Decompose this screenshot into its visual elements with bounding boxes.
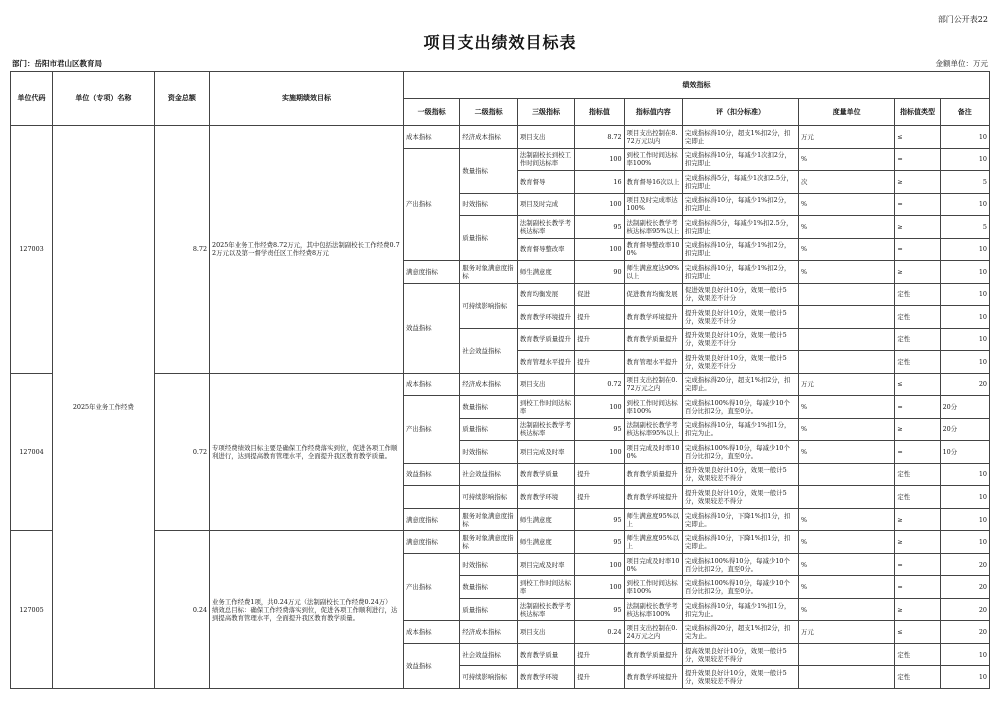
value-type: = bbox=[895, 441, 940, 464]
level3-indicator: 教育督导整改率 bbox=[517, 238, 574, 261]
level3-indicator: 教育教学环境 bbox=[517, 486, 574, 509]
remark: 20 bbox=[940, 373, 989, 396]
measure-unit bbox=[798, 486, 894, 509]
level2-indicator: 服务对象满意度指标 bbox=[460, 531, 517, 554]
scoring-standard: 完成指标得10分，每减少1次扣2分，扣完即止 bbox=[683, 148, 799, 171]
level2-indicator: 质量指标 bbox=[460, 418, 517, 441]
indicator-value: 提升 bbox=[575, 306, 624, 329]
value-type: ≥ bbox=[895, 171, 940, 194]
remark: 10分 bbox=[940, 441, 989, 464]
value-type: ≤ bbox=[895, 373, 940, 396]
indicator-value: 促进 bbox=[575, 283, 624, 306]
table-number: 部门公开表22 bbox=[937, 15, 988, 24]
indicator-value: 95 bbox=[575, 508, 624, 531]
level2-indicator: 质量指标 bbox=[460, 598, 517, 621]
header-remark: 备注 bbox=[940, 99, 989, 126]
table-body bbox=[11, 126, 990, 689]
scoring-standard: 完成指标得10分，每减少1%扣2分，扣完即止 bbox=[683, 261, 799, 284]
measure-unit bbox=[798, 306, 894, 329]
indicator-value: 提升 bbox=[575, 643, 624, 666]
indicator-value: 100 bbox=[575, 396, 624, 419]
remark: 10 bbox=[940, 328, 989, 351]
level2-indicator: 社会效益指标 bbox=[460, 643, 517, 666]
page-title: 项目支出绩效目标表 bbox=[423, 33, 577, 52]
department-label: 部门：岳阳市君山区教育局 bbox=[12, 59, 102, 68]
remark: 10 bbox=[940, 193, 989, 216]
header-level2: 二级指标 bbox=[460, 99, 517, 126]
level2-indicator: 社会效益指标 bbox=[460, 328, 517, 373]
level3-indicator: 教育教学质量 bbox=[517, 463, 574, 486]
level1-indicator: 效益指标 bbox=[403, 643, 459, 688]
value-type: = bbox=[895, 396, 940, 419]
goal-cell: 专项经费绩效目标主要是确保工作经费落实到位，促进各项工作顺利进行，达到提高教育管理水平，全面提升我区教育教学质量。 bbox=[210, 373, 404, 531]
value-type: ≥ bbox=[895, 598, 940, 621]
value-type: ≥ bbox=[895, 216, 940, 239]
measure-unit: % bbox=[798, 216, 894, 239]
level1-indicator: 效益指标 bbox=[403, 463, 459, 486]
value-type: ≥ bbox=[895, 531, 940, 554]
indicator-value: 100 bbox=[575, 441, 624, 464]
header-total-funds: 资金总额 bbox=[154, 72, 209, 126]
indicator-value: 90 bbox=[575, 261, 624, 284]
level2-indicator: 可持续影响指标 bbox=[460, 666, 517, 689]
indicator-content: 项目支出控制在0.72万元之内 bbox=[624, 373, 682, 396]
measure-unit: 万元 bbox=[798, 126, 894, 149]
measure-unit: % bbox=[798, 261, 894, 284]
scoring-standard: 提高效果良好计10分，效果一般计5分，效果较差不得分 bbox=[683, 643, 799, 666]
level3-indicator: 师生满意度 bbox=[517, 508, 574, 531]
indicator-value: 100 bbox=[575, 553, 624, 576]
scoring-standard: 完成指标得10分，每减少1%扣2分，扣完即止 bbox=[683, 193, 799, 216]
value-type: 定性 bbox=[895, 643, 940, 666]
measure-unit: % bbox=[798, 238, 894, 261]
indicator-content: 项目支出控制在0.24万元之内 bbox=[624, 621, 682, 644]
value-type: ≥ bbox=[895, 508, 940, 531]
measure-unit bbox=[798, 328, 894, 351]
level3-indicator: 项目完成及时率 bbox=[517, 441, 574, 464]
value-type: ≥ bbox=[895, 418, 940, 441]
scoring-standard: 提升效果良好计10分，效果一般计5分，效果差不计分 bbox=[683, 306, 799, 329]
indicator-content: 教育教学质量提升 bbox=[624, 463, 682, 486]
unit-code-cell: 127004 bbox=[11, 373, 53, 531]
indicator-content: 教育督导整改率100% bbox=[624, 238, 682, 261]
remark: 10 bbox=[940, 486, 989, 509]
indicator-content: 教育教学质量提升 bbox=[624, 643, 682, 666]
header-unit-name: 单位（专项）名称 bbox=[53, 72, 155, 126]
level3-indicator: 法制副校长教学考核达标率 bbox=[517, 418, 574, 441]
measure-unit: 次 bbox=[798, 171, 894, 194]
indicator-content: 项目支出控制在8.72万元以内 bbox=[624, 126, 682, 149]
indicator-value: 提升 bbox=[575, 486, 624, 509]
value-type: 定性 bbox=[895, 306, 940, 329]
table-row bbox=[11, 126, 990, 149]
level3-indicator: 法制副校长教学考核达标率 bbox=[517, 216, 574, 239]
value-type: ≤ bbox=[895, 126, 940, 149]
level3-indicator: 项目支出 bbox=[517, 126, 574, 149]
unit-code-cell: 127003 bbox=[11, 126, 53, 374]
measure-unit: 万元 bbox=[798, 373, 894, 396]
indicator-content: 师生满意度95%以上 bbox=[624, 508, 682, 531]
indicator-content: 法制副校长教学考核达标率95%以上 bbox=[624, 216, 682, 239]
indicator-value: 0.24 bbox=[575, 621, 624, 644]
remark: 10 bbox=[940, 126, 989, 149]
goal-cell: 2025年业务工作经费8.72万元，其中包括法制副校长工作经费0.72万元以及第一督学责任区工作经费8万元 bbox=[210, 126, 404, 374]
measure-unit bbox=[798, 283, 894, 306]
value-type: 定性 bbox=[895, 666, 940, 689]
indicator-value: 8.72 bbox=[575, 126, 624, 149]
funds-cell: 0.72 bbox=[154, 373, 209, 531]
indicator-content: 法制副校长教学考核达标率95%以上 bbox=[624, 418, 682, 441]
level2-indicator: 时效指标 bbox=[460, 441, 517, 464]
value-type: = bbox=[895, 576, 940, 599]
header-scoring: 评（扣分标准） bbox=[683, 99, 799, 126]
indicator-value: 95 bbox=[575, 598, 624, 621]
scoring-standard: 完成指标得20分，超支1%扣2分，扣完即止。 bbox=[683, 373, 799, 396]
level2-indicator: 可持续影响指标 bbox=[460, 283, 517, 328]
level1-indicator: 成本指标 bbox=[403, 373, 459, 396]
indicator-content: 教育教学环境提升 bbox=[624, 486, 682, 509]
level3-indicator: 师生满意度 bbox=[517, 261, 574, 284]
header-value-type: 指标值类型 bbox=[895, 99, 940, 126]
remark: 20分 bbox=[940, 396, 989, 419]
value-type: 定性 bbox=[895, 283, 940, 306]
scoring-standard: 完成指标100%得10分，每减少10个百分比扣2分，直至0分。 bbox=[683, 441, 799, 464]
remark: 10 bbox=[940, 351, 989, 374]
level1-indicator: 满意度指标 bbox=[403, 531, 459, 554]
level3-indicator: 教育管理水平提升 bbox=[517, 351, 574, 374]
level2-indicator: 服务对象满意度指标 bbox=[460, 508, 517, 531]
funds-cell: 0.24 bbox=[154, 531, 209, 689]
value-type: 定性 bbox=[895, 328, 940, 351]
measure-unit: % bbox=[798, 553, 894, 576]
level3-indicator: 项目完成及时率 bbox=[517, 553, 574, 576]
level2-indicator: 经济成本指标 bbox=[460, 373, 517, 396]
level3-indicator: 到校工作时间达标率 bbox=[517, 396, 574, 419]
scoring-standard: 完成指标得10分，超支1%扣2分，扣完即止 bbox=[683, 126, 799, 149]
scoring-standard: 完成指标得10分，每减少1%扣1分，扣完为止。 bbox=[683, 598, 799, 621]
level1-indicator: 产出指标 bbox=[403, 148, 459, 261]
goal-cell: 业务工作经费1项，共0.24万元（法制副校长工作经费0.24万） 绩效总目标：确保工作经费落实到位，促进各项工作顺利进行，达到提高教育管理水平，全面提升我区教育教学质量。 bbox=[210, 531, 404, 689]
level2-indicator: 经济成本指标 bbox=[460, 126, 517, 149]
remark: 20 bbox=[940, 553, 989, 576]
measure-unit: % bbox=[798, 598, 894, 621]
indicator-content: 教育管理水平提升 bbox=[624, 351, 682, 374]
measure-unit: % bbox=[798, 441, 894, 464]
indicator-content: 到校工作时间达标率100% bbox=[624, 576, 682, 599]
measure-unit: % bbox=[798, 576, 894, 599]
remark: 20分 bbox=[940, 418, 989, 441]
scoring-standard: 完成指标得10分，每减少1%扣2分，扣完即止 bbox=[683, 238, 799, 261]
indicator-content: 项目完成及时率100% bbox=[624, 441, 682, 464]
indicator-content: 到校工作时间达标率100% bbox=[624, 396, 682, 419]
value-type: = bbox=[895, 148, 940, 171]
value-type: 定性 bbox=[895, 463, 940, 486]
level3-indicator: 教育督导 bbox=[517, 171, 574, 194]
remark: 20 bbox=[940, 576, 989, 599]
level1-indicator: 效益指标 bbox=[403, 283, 459, 373]
level1-indicator: 满意度指标 bbox=[403, 261, 459, 284]
level2-indicator: 数量指标 bbox=[460, 576, 517, 599]
scoring-standard: 完成指标得5分，每减少1次扣2.5分，扣完即止 bbox=[683, 171, 799, 194]
value-type: = bbox=[895, 553, 940, 576]
value-type: 定性 bbox=[895, 486, 940, 509]
remark: 20 bbox=[940, 621, 989, 644]
table-row bbox=[11, 373, 990, 396]
level3-indicator: 法制副校长到校工作时间达标率 bbox=[517, 148, 574, 171]
indicator-content: 教育教学质量提升 bbox=[624, 328, 682, 351]
amount-unit-label: 金额单位：万元 bbox=[935, 59, 988, 68]
value-type: 定性 bbox=[895, 351, 940, 374]
level2-indicator: 社会效益指标 bbox=[460, 463, 517, 486]
level1-indicator: 成本指标 bbox=[403, 621, 459, 644]
indicator-content: 教育教学环境提升 bbox=[624, 306, 682, 329]
scoring-standard: 完成指标100%得10分，每减少10个百分比扣2分，直至0分。 bbox=[683, 553, 799, 576]
measure-unit: % bbox=[798, 418, 894, 441]
indicator-value: 100 bbox=[575, 576, 624, 599]
indicator-content: 法制副校长教学考核达标率100% bbox=[624, 598, 682, 621]
measure-unit: % bbox=[798, 508, 894, 531]
scoring-standard: 提升效果良好计10分，效果一般计5分，效果差不计分 bbox=[683, 328, 799, 351]
remark: 10 bbox=[940, 306, 989, 329]
remark: 10 bbox=[940, 531, 989, 554]
indicator-value: 提升 bbox=[575, 666, 624, 689]
level3-indicator: 到校工作时间达标率 bbox=[517, 576, 574, 599]
scoring-standard: 完成指标100%得10分，每减少10个百分比扣2分，直至0分。 bbox=[683, 396, 799, 419]
indicator-content: 教育督导16次以上 bbox=[624, 171, 682, 194]
remark: 10 bbox=[940, 643, 989, 666]
remark: 10 bbox=[940, 666, 989, 689]
scoring-standard: 完成指标得20分，超支1%扣2分，扣完为止。 bbox=[683, 621, 799, 644]
indicator-value: 16 bbox=[575, 171, 624, 194]
value-type: = bbox=[895, 193, 940, 216]
measure-unit: % bbox=[798, 531, 894, 554]
header-value: 指标值 bbox=[575, 99, 624, 126]
indicator-value: 0.72 bbox=[575, 373, 624, 396]
remark: 20 bbox=[940, 598, 989, 621]
scoring-standard: 提升效果良好计10分，效果一般计5分，效果较差不得分 bbox=[683, 463, 799, 486]
scoring-standard: 完成指标得10分，下降1%扣1分，扣完即止。 bbox=[683, 508, 799, 531]
level2-indicator: 时效指标 bbox=[460, 553, 517, 576]
level3-indicator: 教育教学环境 bbox=[517, 666, 574, 689]
indicator-content: 到校工作时间达标率100% bbox=[624, 148, 682, 171]
indicator-value: 95 bbox=[575, 216, 624, 239]
level1-indicator: 产出指标 bbox=[403, 553, 459, 621]
indicator-value: 95 bbox=[575, 531, 624, 554]
scoring-standard: 完成指标得10分，下降1%扣1分，扣完即止。 bbox=[683, 531, 799, 554]
unit-code-cell: 127005 bbox=[11, 531, 53, 689]
remark: 5 bbox=[940, 171, 989, 194]
indicator-value: 提升 bbox=[575, 463, 624, 486]
scoring-standard: 完成指标得5分，每减少1%扣2.5分，扣完即止 bbox=[683, 216, 799, 239]
level1-indicator: 满意度指标 bbox=[403, 508, 459, 531]
value-type: ≥ bbox=[895, 261, 940, 284]
level3-indicator: 教育均衡发展 bbox=[517, 283, 574, 306]
measure-unit: % bbox=[798, 148, 894, 171]
indicator-value: 提升 bbox=[575, 328, 624, 351]
level3-indicator: 法制副校长教学考核达标率 bbox=[517, 598, 574, 621]
table-row bbox=[11, 531, 990, 554]
header-indicators: 绩效指标 bbox=[403, 72, 989, 99]
measure-unit bbox=[798, 351, 894, 374]
level3-indicator: 师生满意度 bbox=[517, 531, 574, 554]
indicator-value: 提升 bbox=[575, 351, 624, 374]
remark: 10 bbox=[940, 148, 989, 171]
level3-indicator: 教育教学质量提升 bbox=[517, 328, 574, 351]
header-unit-code: 单位代码 bbox=[11, 72, 53, 126]
level2-indicator: 可持续影响指标 bbox=[460, 486, 517, 509]
header-level1: 一级指标 bbox=[403, 99, 459, 126]
level1-indicator: 产出指标 bbox=[403, 396, 459, 464]
remark: 5 bbox=[940, 216, 989, 239]
remark: 10 bbox=[940, 463, 989, 486]
scoring-standard: 提升效果良好计10分，效果一般计5分，效果差不计分 bbox=[683, 351, 799, 374]
level1-indicator: 成本指标 bbox=[403, 126, 459, 149]
scoring-standard: 提升效果良好计10分，效果一般计5分，效果较差不得分 bbox=[683, 486, 799, 509]
indicator-value: 95 bbox=[575, 418, 624, 441]
level2-indicator: 质量指标 bbox=[460, 216, 517, 261]
header-goal: 实施期绩效目标 bbox=[210, 72, 404, 126]
header-level3: 三级指标 bbox=[517, 99, 574, 126]
level2-indicator: 数量指标 bbox=[460, 148, 517, 193]
measure-unit: 万元 bbox=[798, 621, 894, 644]
indicator-content: 师生满意度95%以上 bbox=[624, 531, 682, 554]
indicator-content: 师生满意度达90%以上 bbox=[624, 261, 682, 284]
funds-cell: 8.72 bbox=[154, 126, 209, 374]
level3-indicator: 教育教学环境提升 bbox=[517, 306, 574, 329]
scoring-standard: 完成指标得10分，每减少1%扣1分，扣完为止。 bbox=[683, 418, 799, 441]
indicator-content: 项目及时完成率达100% bbox=[624, 193, 682, 216]
indicator-value: 100 bbox=[575, 193, 624, 216]
remark: 10 bbox=[940, 261, 989, 284]
level2-indicator: 时效指标 bbox=[460, 193, 517, 216]
scoring-standard: 完成指标100%得10分，每减少10个百分比扣2分，直至0分。 bbox=[683, 576, 799, 599]
remark: 10 bbox=[940, 508, 989, 531]
measure-unit bbox=[798, 463, 894, 486]
level2-indicator: 经济成本指标 bbox=[460, 621, 517, 644]
value-type: = bbox=[895, 238, 940, 261]
indicator-value: 100 bbox=[575, 148, 624, 171]
level3-indicator: 项目支出 bbox=[517, 373, 574, 396]
remark: 10 bbox=[940, 238, 989, 261]
measure-unit: % bbox=[798, 193, 894, 216]
indicator-content: 教育教学环境提升 bbox=[624, 666, 682, 689]
scoring-standard: 促进效果良好计10分，效果一般计5分，效果差不计分 bbox=[683, 283, 799, 306]
header-measure-unit: 度量单位 bbox=[798, 99, 894, 126]
value-type: ≤ bbox=[895, 621, 940, 644]
indicator-content: 促进教育均衡发展 bbox=[624, 283, 682, 306]
header-content: 指标值内容 bbox=[624, 99, 682, 126]
measure-unit bbox=[798, 666, 894, 689]
indicator-value: 100 bbox=[575, 238, 624, 261]
level2-indicator: 数量指标 bbox=[460, 396, 517, 419]
level1-indicator bbox=[403, 486, 459, 509]
project-name-cell: 2025年业务工作经费 bbox=[53, 126, 155, 689]
measure-unit bbox=[798, 643, 894, 666]
indicator-content: 项目完成及时率100% bbox=[624, 553, 682, 576]
measure-unit: % bbox=[798, 396, 894, 419]
performance-goals-table bbox=[10, 71, 990, 689]
remark: 10 bbox=[940, 283, 989, 306]
level3-indicator: 项目支出 bbox=[517, 621, 574, 644]
level3-indicator: 项目及时完成 bbox=[517, 193, 574, 216]
level2-indicator: 服务对象满意度指标 bbox=[460, 261, 517, 284]
level3-indicator: 教育教学质量 bbox=[517, 643, 574, 666]
scoring-standard: 提升效果良好计10分，效果一般计5分，效果较差不得分 bbox=[683, 666, 799, 689]
